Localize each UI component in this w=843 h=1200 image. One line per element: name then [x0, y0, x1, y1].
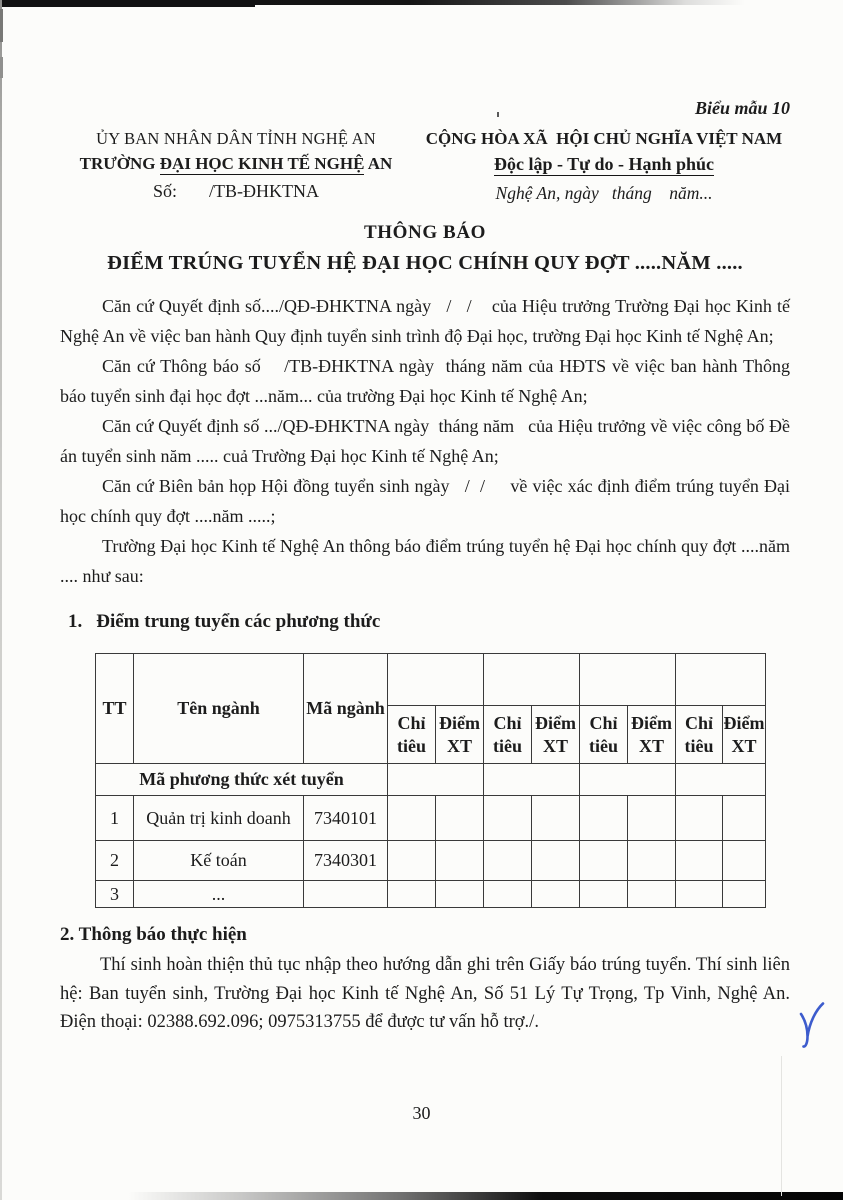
left-edge-scan-artifact [0, 0, 2, 1200]
national-motto [418, 154, 790, 175]
body-paragraph: Căn cứ Quyết định số .../QĐ-ĐHKTNA ngày tháng năm của Hiệu trưởng về việc công bố Đề án tuyển sinh năm ..... cuả Trường Đại học Kinh tế Nghệ An; [60, 416, 790, 466]
empty-cell [484, 841, 532, 881]
empty-cell [532, 881, 580, 908]
table-group-header-row [96, 654, 766, 706]
document-number-value: /TB-ĐHKTNA [209, 181, 319, 201]
row-index: 2 [96, 841, 134, 881]
document-number-line [60, 181, 412, 202]
empty-cell [676, 764, 766, 796]
empty-cell [436, 841, 484, 881]
method-group-header-cell [580, 654, 676, 706]
empty-cell [723, 881, 766, 908]
major-name: Quản trị kinh doanh [134, 796, 304, 841]
column-header-chi-tieu: Chỉ tiêu [388, 706, 436, 764]
left-edge-smudge [0, 57, 3, 78]
top-edge-scan-artifact [0, 0, 745, 5]
empty-cell [532, 796, 580, 841]
empty-cell [388, 796, 436, 841]
national-title: CỘNG HÒA XÃ HỘI CHỦ NGHĨA VIỆT NAM [425, 129, 783, 148]
method-group-header-cell [388, 654, 484, 706]
bottom-edge-scan-artifact [128, 1192, 843, 1200]
form-label: Biểu mẫu 10 [694, 98, 790, 118]
row-index: 3 [96, 881, 134, 908]
major-code [304, 881, 388, 908]
major-name: Kế toán [134, 841, 304, 881]
table-row [96, 881, 766, 908]
empty-cell [580, 764, 676, 796]
empty-cell [723, 796, 766, 841]
issuing-authority: ỦY BAN NHÂN DÂN TỈNH NGHỆ AN [96, 129, 376, 148]
column-header-tt: TT [96, 654, 134, 764]
empty-cell [628, 881, 676, 908]
column-header-diem-xt: Điểm XT [723, 706, 766, 764]
empty-cell [436, 881, 484, 908]
body-paragraph: Căn cứ Biên bản họp Hội đồng tuyển sinh ngày / / về việc xác định điểm trúng tuyển Đại học chính quy đợt ....năm .....; [60, 476, 790, 526]
pen-checkmark-icon [796, 1001, 826, 1051]
school-name-suffix: AN [367, 154, 393, 173]
method-group-header-cell [676, 654, 766, 706]
body-paragraph: Trường Đại học Kinh tế Nghệ An thông báo điểm trúng tuyển hệ Đại học chính quy đợt ....năm .... như sau: [60, 536, 790, 586]
column-header-ma-nganh: Mã ngành [304, 654, 388, 764]
empty-cell [436, 796, 484, 841]
document-subject-title: ĐIỂM TRÚNG TUYỂN HỆ ĐẠI HỌC CHÍNH QUY ĐỢT .....NĂM ..... [107, 252, 743, 274]
method-group-header-cell [484, 654, 580, 706]
admission-score-table [95, 653, 766, 908]
column-header-ten-nganh: Tên ngành [134, 654, 304, 764]
left-edge-smudge [0, 9, 3, 42]
empty-cell [676, 796, 723, 841]
table-row [96, 796, 766, 841]
empty-cell [484, 796, 532, 841]
section-1-number: 1. [68, 611, 83, 632]
column-header-chi-tieu: Chỉ tiêu [676, 706, 723, 764]
empty-cell [580, 796, 628, 841]
empty-cell [484, 881, 532, 908]
section-1-title: Điểm trung tuyển các phương thức [96, 611, 381, 632]
section-1-heading [60, 611, 790, 633]
document-type-title: THÔNG BÁO [363, 222, 487, 243]
school-name-prefix: TRƯỜNG [79, 154, 156, 173]
empty-cell [388, 881, 436, 908]
empty-cell [723, 841, 766, 881]
national-motto-text: Độc lập - Tự do - Hạnh phúc [493, 154, 715, 174]
empty-cell [676, 881, 723, 908]
right-edge-scan-artifact [781, 1056, 782, 1196]
place-date-line: Nghệ An, ngày tháng năm... [495, 183, 713, 203]
empty-cell [388, 841, 436, 881]
school-name [60, 154, 412, 174]
column-header-chi-tieu: Chỉ tiêu [484, 706, 532, 764]
column-header-diem-xt: Điểm XT [436, 706, 484, 764]
page-number: 30 [412, 1103, 431, 1123]
column-header-diem-xt: Điểm XT [532, 706, 580, 764]
empty-cell [580, 881, 628, 908]
document-number-label: Số: [152, 181, 177, 201]
issuer-block [60, 129, 412, 204]
document-content [60, 98, 790, 1037]
row-index: 1 [96, 796, 134, 841]
major-code: 7340301 [304, 841, 388, 881]
major-code: 7340101 [304, 796, 388, 841]
empty-cell [628, 796, 676, 841]
table-row [96, 841, 766, 881]
empty-cell [676, 841, 723, 881]
column-header-diem-xt: Điểm XT [628, 706, 676, 764]
major-name: ... [134, 881, 304, 908]
body-paragraph: Căn cứ Thông báo số /TB-ĐHKTNA ngày tháng năm của HĐTS về việc ban hành Thông báo tuyển sinh đại học đợt ...năm... của trường Đại học Kinh tế Nghệ An; [60, 356, 790, 406]
column-header-chi-tieu: Chỉ tiêu [580, 706, 628, 764]
document-header [60, 129, 790, 204]
empty-cell [580, 841, 628, 881]
empty-cell [532, 841, 580, 881]
section-2-paragraph: Thí sinh hoàn thiện thủ tục nhập theo hướng dẫn ghi trên Giấy báo trúng tuyển. Thí sinh liên hệ: Ban tuyển sinh, Trường Đại học Kinh tế Nghệ An, Số 51 Lý Tự Trọng, Tp Vinh, Nghệ An. Điện thoại: 02388.692.096; 0975313755 để được tư vấn hỗ trợ./. [60, 955, 790, 1032]
empty-cell [628, 841, 676, 881]
school-name-underlined: ĐẠI HỌC KINH TẾ NGHỆ [159, 154, 365, 173]
section-2-heading: 2. Thông báo thực hiện [60, 924, 247, 945]
preamble-paragraphs [60, 291, 790, 591]
empty-cell [388, 764, 484, 796]
body-paragraph: Căn cứ Quyết định số..../QĐ-ĐHKTNA ngày / / của Hiệu trưởng Trường Đại học Kinh tế Nghệ An về việc ban hành Quy định tuyển sinh trình độ Đại học, trường Đại học Kinh tế Nghệ An; [60, 296, 790, 346]
method-code-note-label: Mã phương thức xét tuyển [96, 764, 388, 796]
method-code-note-row [96, 764, 766, 796]
empty-cell [484, 764, 580, 796]
national-header-block [418, 129, 790, 204]
